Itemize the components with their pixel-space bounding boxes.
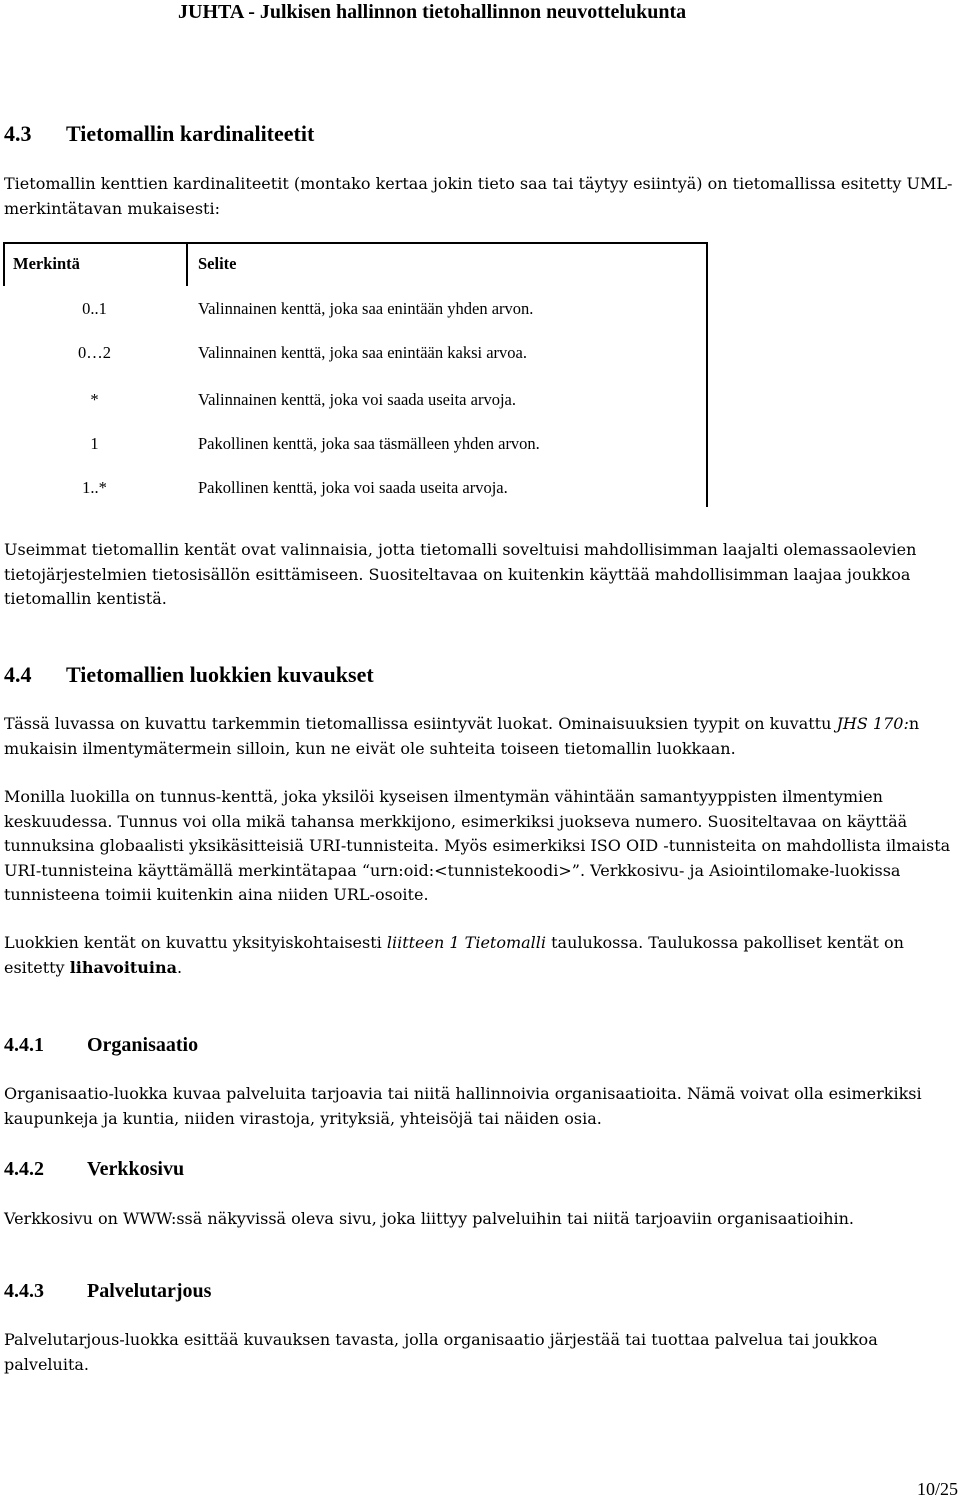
text-run: Tässä luvassa on kuvattu tarkemmin tietomallissa esiintyvät luokat. Ominaisuuksien tyypit on kuvattu — [4, 714, 837, 733]
section-heading-4-3 — [4, 121, 314, 147]
table-border-right — [706, 242, 708, 507]
text-run: n mukaisin ilmentymätermein silloin, kun ne eivät ole suhteita toiseen tietomallin luokkaan. — [4, 714, 920, 758]
section-title: Tietomallin kardinaliteetit — [66, 121, 315, 146]
table-column-divider — [186, 242, 188, 286]
organisaatio-description: Organisaatio-luokka kuvaa palveluita tarjoavia tai niitä hallinnoivia organisaatioita. Nämä voivat olla esimerkiksi kaupunkeja ja kuntia, niiden virastoja, yrityksiä, yhteisöjä tai näiden osia. — [4, 1084, 922, 1128]
section-title: Organisaatio — [87, 1034, 199, 1056]
table-header-desc: Selite — [198, 254, 237, 273]
table-header-mark: Merkintä — [13, 254, 80, 273]
table-cell-desc: Pakollinen kenttä, joka voi saada useita arvoja. — [198, 478, 508, 497]
section-number: 4.4 — [4, 662, 32, 687]
table-cell-mark: * — [90, 390, 99, 409]
text-run: Luokkien kentät on kuvattu yksityiskohtaisesti — [4, 933, 387, 952]
classes-intro — [4, 712, 956, 761]
text-run-italic: liitteen 1 Tietomalli — [386, 933, 547, 952]
section-number: 4.4.2 — [4, 1158, 44, 1180]
text-run: . — [177, 957, 183, 977]
fields-paragraph — [4, 931, 956, 980]
section-number: 4.4.1 — [4, 1034, 44, 1056]
table-cell-desc: Pakollinen kenttä, joka saa täsmälleen yhden arvon. — [198, 434, 540, 453]
section-title: Palvelutarjous — [87, 1280, 212, 1302]
section-heading-4-4-2 — [4, 1157, 184, 1181]
table-cell-desc: Valinnainen kenttä, joka saa enintään yhden arvon. — [198, 299, 534, 318]
table-border-left — [3, 242, 5, 286]
table-cell-mark: 0..1 — [82, 299, 107, 318]
section-title: Tietomallien luokkien kuvaukset — [66, 662, 374, 687]
text-run-italic: JHS 170: — [836, 714, 909, 733]
section-heading-4-4-3 — [4, 1279, 211, 1303]
table-cell-mark: 0…2 — [78, 343, 111, 362]
cardinality-table — [3, 242, 708, 507]
table-cell-desc: Valinnainen kenttä, joka voi saada useita arvoja. — [198, 390, 516, 409]
identifier-paragraph: Monilla luokilla on tunnus-kenttä, joka yksilöi kyseisen ilmentymän vähintään samantyyppisten ilmentymien keskuudessa. Tunnus voi olla mikä tahansa merkkijono, esimerkiksi juokseva numero. Suositeltavaa on käyttää tunnuksina globaalisti yksikäsitteisiä URI-tunnisteita. Myös esimerkiksi ISO OID -tunnisteita on mahdollista ilmaista URI-tunnisteina käyttämällä merkintätapaa “urn:oid:<tunnistekoodi>”. Verkkosivu- ja Asiointilomake-luokissa tunnisteena toimii kuitenkin aina niiden URL-osoite. — [4, 787, 951, 904]
section-number: 4.4.3 — [4, 1280, 44, 1302]
verkkosivu-description: Verkkosivu on WWW:ssä näkyvissä oleva sivu, joka liittyy palveluihin tai niitä tarjoaviin organisaatioihin. — [4, 1209, 855, 1228]
table-cell-desc: Valinnainen kenttä, joka saa enintään kaksi arvoa. — [198, 343, 527, 362]
section-heading-4-4-1 — [4, 1033, 198, 1057]
page-number: 10/25 — [916, 1479, 958, 1499]
section-number: 4.3 — [4, 121, 32, 146]
text-run: taulukossa. Taulukossa pakolliset kentät on esitetty — [4, 933, 904, 977]
palvelutarjous-description: Palvelutarjous-luokka esittää kuvauksen tavasta, jolla organisaatio järjestää tai tuottaa palvelua tai joukkoa palveluita. — [4, 1330, 878, 1374]
table-cell-mark: 1 — [90, 434, 99, 453]
text-run-bold: lihavoituina — [69, 957, 177, 977]
cardinality-intro: Tietomallin kenttien kardinaliteetit (montako kertaa jokin tieto saa tai täytyy esiintyä) on tietomallissa esitetty UML-merkintätavan mukaisesti: — [4, 174, 953, 218]
table-border-top — [3, 242, 708, 244]
table-cell-mark: 1..* — [82, 478, 107, 497]
cardinality-note: Useimmat tietomallin kentät ovat valinnaisia, jotta tietomalli soveltuisi mahdollisimman laajalti olemassaolevien tietojärjestelmien tietosisällön esittämiseen. Suositeltavaa on kuitenkin käyttää mahdollisimman laajaa joukkoa tietomallin kentistä. — [4, 540, 917, 608]
document-header: JUHTA - Julkisen hallinnon tietohallinnon neuvottelukunta — [178, 1, 687, 23]
section-heading-4-4 — [4, 662, 374, 688]
section-title: Verkkosivu — [87, 1158, 185, 1180]
